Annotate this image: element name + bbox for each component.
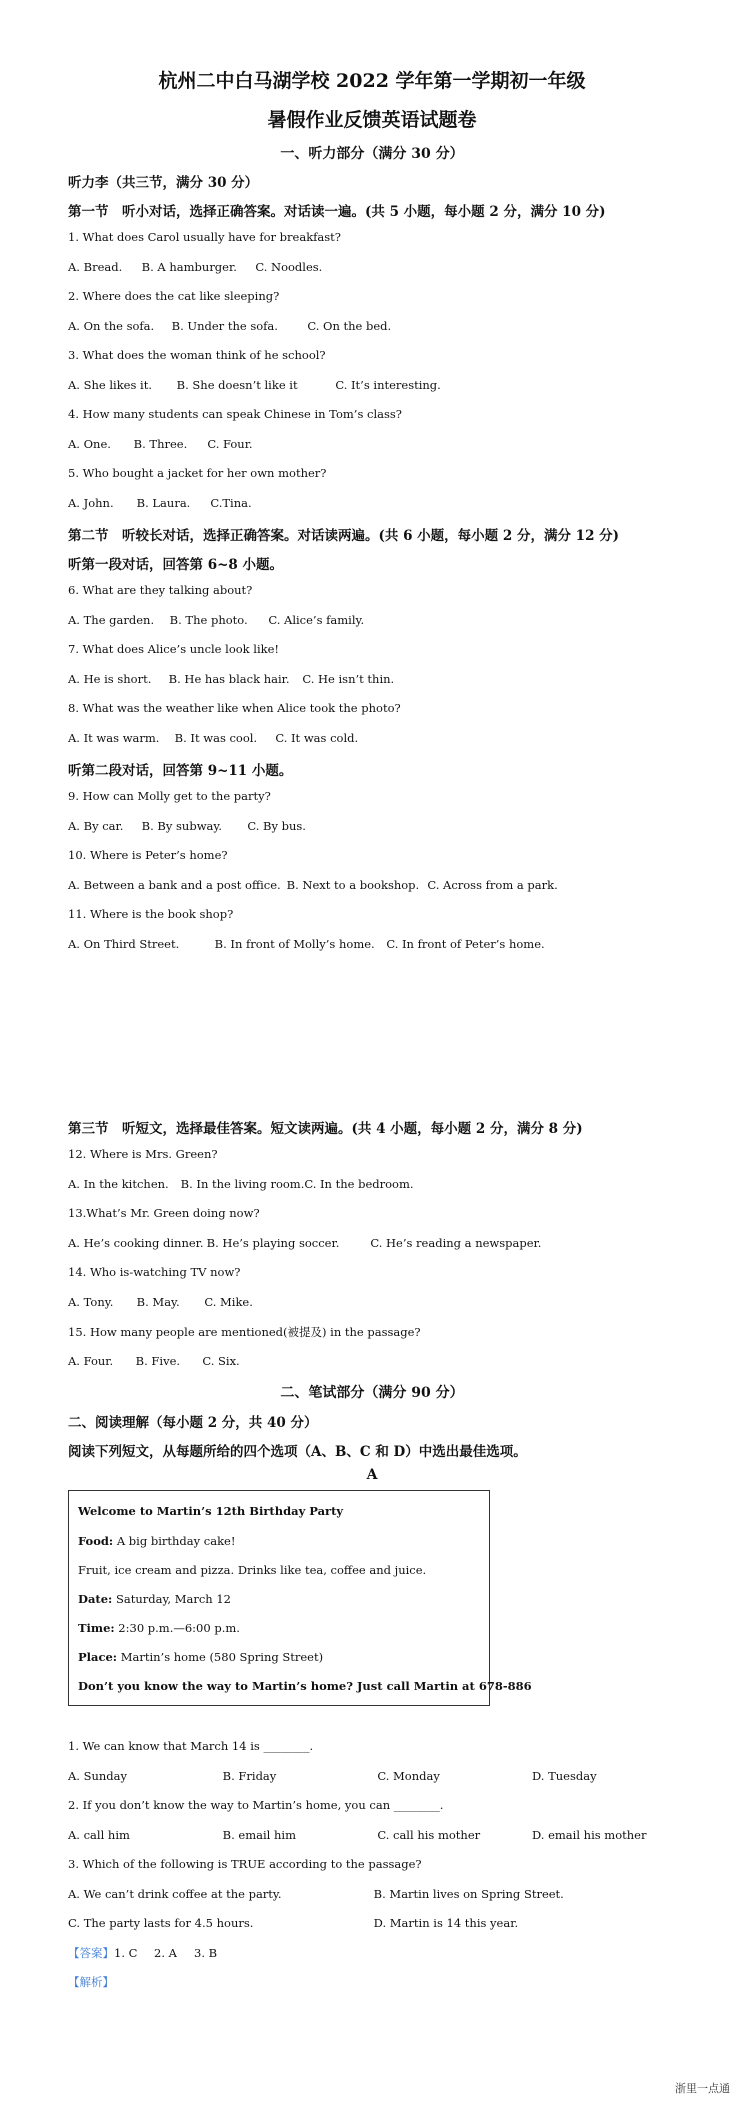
options-13 bbox=[68, 1236, 541, 1250]
options-14 bbox=[68, 1295, 253, 1309]
option: A. She likes it. bbox=[68, 378, 153, 392]
passage-label: A bbox=[366, 1467, 378, 1483]
date-label: Date: bbox=[78, 1592, 113, 1606]
section1-heading: 第一节 听小对话，选择正确答案。对话读一遍。(共 5 小题，每小题 2 分，满分 10 分) bbox=[68, 204, 606, 220]
watermark-text: 浙里一点通 bbox=[675, 2082, 730, 2095]
option: D. email his mother bbox=[531, 1828, 647, 1842]
notice-place bbox=[78, 1650, 323, 1664]
option: A. Sunday bbox=[68, 1769, 128, 1783]
food-label: Food: bbox=[78, 1534, 114, 1548]
notice-call: Don’t you know the way to Martin’s home? Just call Martin at 678-886 bbox=[78, 1679, 532, 1693]
options-9 bbox=[68, 819, 306, 833]
options-3 bbox=[68, 378, 441, 392]
notice-time bbox=[78, 1621, 240, 1635]
listening-heading: 听力李（共三节，满分 30 分） bbox=[68, 175, 259, 191]
reading-options-2 bbox=[68, 1828, 646, 1842]
exam-title: 杭州二中白马湖学校 2022 学年第一学期初一年级 bbox=[158, 70, 586, 92]
option: C. The party lasts for 4.5 hours. bbox=[68, 1916, 254, 1930]
option: A. By car. bbox=[68, 819, 124, 833]
option: C. It was cold. bbox=[275, 731, 359, 745]
options-10 bbox=[68, 878, 558, 892]
option: A. We can’t drink coffee at the party. bbox=[68, 1887, 282, 1901]
option: B. Three. bbox=[133, 437, 188, 451]
section3-heading: 第三节 听短文，选择最佳答案。短文读两遍。(共 4 小题，每小题 2 分，满分 8 分) bbox=[68, 1121, 583, 1137]
question-15: 15. How many people are mentioned(被提及) in the passage? bbox=[68, 1325, 421, 1339]
option: B. Friday bbox=[222, 1769, 277, 1783]
answer-1: 1. C bbox=[114, 1946, 138, 1960]
dialog1-heading: 听第一段对话，回答第 6~8 小题。 bbox=[68, 557, 283, 573]
answer-line bbox=[68, 1945, 217, 1961]
option: C. Mike. bbox=[204, 1295, 253, 1309]
option: B. It was cool. bbox=[174, 731, 258, 745]
options-5 bbox=[68, 496, 252, 510]
question-8: 8. What was the weather like when Alice took the photo? bbox=[68, 701, 401, 715]
notice-fruit: Fruit, ice cream and pizza. Drinks like tea, coffee and juice. bbox=[78, 1563, 427, 1577]
option: B. He has black hair. bbox=[168, 672, 290, 686]
option: C. Six. bbox=[202, 1354, 240, 1368]
option: A. Tony. bbox=[68, 1295, 114, 1309]
options-8 bbox=[68, 731, 358, 745]
time-label: Time: bbox=[78, 1621, 115, 1635]
option: A. It was warm. bbox=[68, 731, 160, 745]
options-12 bbox=[68, 1177, 414, 1191]
option: A. call him bbox=[68, 1828, 130, 1842]
option: B. email him bbox=[222, 1828, 296, 1842]
reading-question-1: 1. We can know that March 14 is ________. bbox=[68, 1739, 314, 1753]
option: A. Four. bbox=[68, 1354, 114, 1368]
option: C. Four. bbox=[207, 437, 253, 451]
question-4: 4. How many students can speak Chinese in Tom’s class? bbox=[68, 407, 402, 421]
option: C. Noodles. bbox=[255, 260, 323, 274]
part1-heading: 一、听力部分（满分 30 分） bbox=[280, 146, 464, 162]
option: A. In the kitchen. bbox=[68, 1177, 169, 1191]
analysis-label: 【解析】 bbox=[68, 1975, 114, 1989]
food-value: A big birthday cake! bbox=[113, 1534, 236, 1548]
option: A. Bread. bbox=[68, 260, 123, 274]
option: C. He’s reading a newspaper. bbox=[370, 1236, 542, 1250]
date-value: Saturday, March 12 bbox=[112, 1592, 231, 1606]
option: C. Monday bbox=[377, 1769, 440, 1783]
reading-question-2: 2. If you don’t know the way to Martin’s home, you can ________. bbox=[68, 1798, 444, 1812]
answer-3: 3. B bbox=[194, 1946, 218, 1960]
option: A. He is short. bbox=[68, 672, 152, 686]
options-4 bbox=[68, 437, 253, 451]
question-2: 2. Where does the cat like sleeping? bbox=[68, 289, 280, 303]
question-5: 5. Who bought a jacket for her own mother? bbox=[68, 466, 327, 480]
option: A. The garden. bbox=[68, 613, 155, 627]
question-12: 12. Where is Mrs. Green? bbox=[68, 1147, 218, 1161]
option: B. A hamburger. bbox=[141, 260, 237, 274]
question-7: 7. What does Alice’s uncle look like! bbox=[68, 642, 280, 656]
exam-subtitle: 暑假作业反馈英语试题卷 bbox=[267, 109, 477, 131]
question-13: 13.What’s Mr. Green doing now? bbox=[68, 1206, 260, 1220]
option: B. Next to a bookshop. bbox=[286, 878, 420, 892]
question-3: 3. What does the woman think of he school? bbox=[68, 348, 326, 362]
section2-heading: 第二节 听较长对话，选择正确答案。对话读两遍。(共 6 小题，每小题 2 分，满分 12 分) bbox=[68, 528, 620, 544]
option: C. By bus. bbox=[247, 819, 306, 833]
option: A. Between a bank and a post office. bbox=[68, 878, 281, 892]
reading-options-1 bbox=[68, 1769, 597, 1783]
option: B. May. bbox=[136, 1295, 180, 1309]
options-2 bbox=[68, 319, 391, 333]
question-14: 14. Who is-watching TV now? bbox=[68, 1265, 241, 1279]
option: A. One. bbox=[68, 437, 111, 451]
part2-heading: 二、笔试部分（满分 90 分） bbox=[280, 1385, 464, 1401]
option: B. She doesn’t like it bbox=[176, 378, 298, 392]
question-11: 11. Where is the book shop? bbox=[68, 907, 234, 921]
question-6: 6. What are they talking about? bbox=[68, 583, 253, 597]
reading-question-3: 3. Which of the following is TRUE according to the passage? bbox=[68, 1857, 422, 1871]
option: A. John. bbox=[68, 496, 114, 510]
option: B. Laura. bbox=[136, 496, 191, 510]
notice-title: Welcome to Martin’s 12th Birthday Party bbox=[78, 1504, 344, 1518]
options-1 bbox=[68, 260, 322, 274]
question-10: 10. Where is Peter’s home? bbox=[68, 848, 228, 862]
options-15 bbox=[68, 1354, 240, 1368]
option: C. In the bedroom. bbox=[304, 1177, 414, 1191]
place-label: Place: bbox=[78, 1650, 118, 1664]
option: C. call his mother bbox=[377, 1828, 481, 1842]
option: C. In front of Peter’s home. bbox=[386, 937, 545, 951]
option: B. In the living room. bbox=[180, 1177, 305, 1191]
option: B. Five. bbox=[135, 1354, 181, 1368]
option: B. The photo. bbox=[169, 613, 248, 627]
reading-options-3b bbox=[68, 1916, 518, 1930]
option: D. Tuesday bbox=[531, 1769, 597, 1783]
answer-label: 【答案】 bbox=[68, 1946, 114, 1960]
place-value: Martin’s home (580 Spring Street) bbox=[117, 1650, 324, 1664]
option: B. Under the sofa. bbox=[171, 319, 278, 333]
option: D. Martin is 14 this year. bbox=[373, 1916, 519, 1930]
option: B. He’s playing soccer. bbox=[206, 1236, 340, 1250]
option: A. On Third Street. bbox=[68, 937, 180, 951]
options-11 bbox=[68, 937, 545, 951]
time-value: 2:30 p.m.—6:00 p.m. bbox=[114, 1621, 240, 1635]
option: C. On the bed. bbox=[307, 319, 392, 333]
option: C. Alice’s family. bbox=[268, 613, 365, 627]
option: C. Across from a park. bbox=[427, 878, 558, 892]
option: B. In front of Molly’s home. bbox=[214, 937, 375, 951]
option: C.Tina. bbox=[210, 496, 252, 510]
option: B. By subway. bbox=[141, 819, 223, 833]
answer-2: 2. A bbox=[154, 1946, 177, 1960]
question-1: 1. What does Carol usually have for breakfast? bbox=[68, 230, 341, 244]
option: B. Martin lives on Spring Street. bbox=[373, 1887, 564, 1901]
options-6 bbox=[68, 613, 364, 627]
question-9: 9. How can Molly get to the party? bbox=[68, 789, 271, 803]
dialog2-heading: 听第二段对话，回答第 9~11 小题。 bbox=[68, 763, 293, 779]
option: A. On the sofa. bbox=[68, 319, 155, 333]
option: A. He’s cooking dinner. bbox=[68, 1236, 204, 1250]
notice-date bbox=[78, 1592, 231, 1606]
options-7 bbox=[68, 672, 394, 686]
reading-options-3a bbox=[68, 1887, 564, 1901]
party-notice-box bbox=[68, 1490, 532, 1706]
reading-heading: 二、阅读理解（每小题 2 分，共 40 分） bbox=[68, 1415, 318, 1431]
notice-food bbox=[78, 1534, 235, 1548]
option: C. It’s interesting. bbox=[335, 378, 441, 392]
reading-instructions: 阅读下列短文，从每题所给的四个选项（A、B、C 和 D）中选出最佳选项。 bbox=[68, 1444, 527, 1460]
option: C. He isn’t thin. bbox=[302, 672, 395, 686]
